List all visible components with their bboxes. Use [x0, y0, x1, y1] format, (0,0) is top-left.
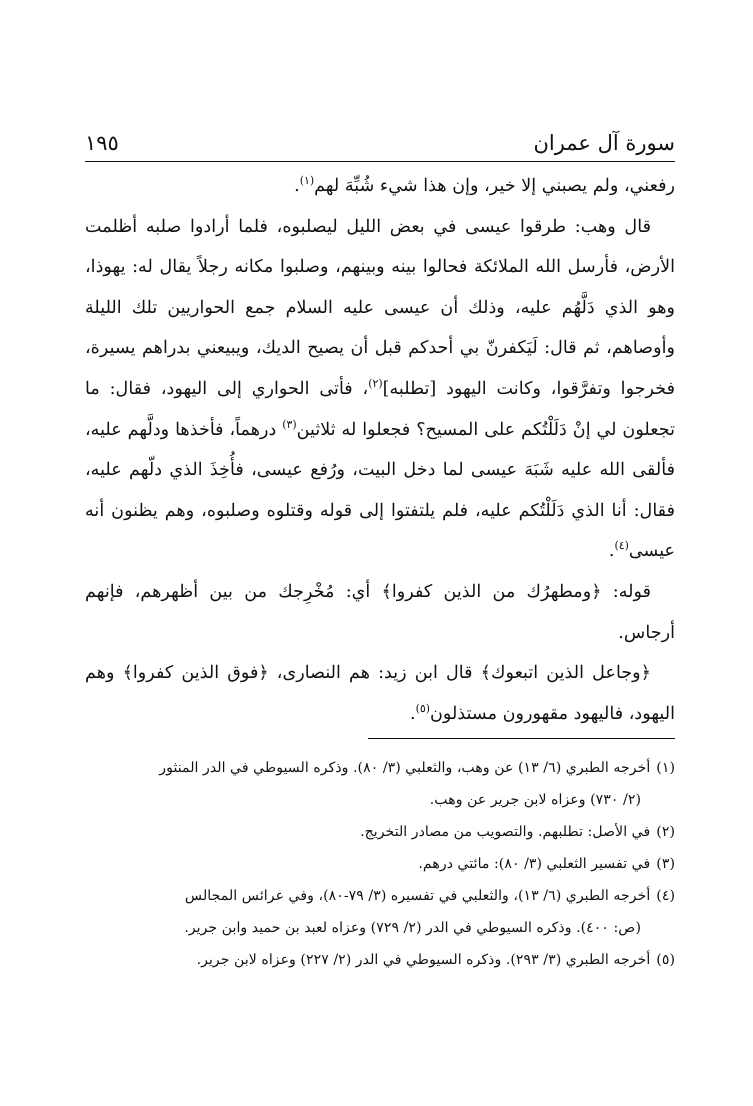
footnote-number: (١)	[656, 760, 675, 776]
footnote-4	[85, 880, 675, 944]
footnote-ref-1: (١)	[299, 174, 315, 188]
footnote-text: أخرجه الطبري (٦/ ١٣)، والثعلبي في تفسيره (٣/ ٧٩-٨٠)، وفي عرائس المجالس	[184, 888, 651, 904]
footnote-text-continued: (ص: ٤٠٠). وذكره السيوطي في الدر (٢/ ٧٢٩) وعزاه لعبد بن حميد وابن جرير.	[184, 920, 641, 936]
footnote-ref-3: (٣)	[282, 417, 297, 431]
footnotes-divider	[368, 738, 675, 739]
footnote-text: أخرجه الطبري (٣/ ٢٩٣). وذكره السيوطي في الدر (٢/ ٢٢٧) وعزاه لابن جرير.	[196, 952, 651, 968]
main-text	[85, 166, 675, 734]
paragraph-2-text-a: قال وهب: طرقوا عيسى في بعض الليل ليصلبوه، فلما أرادوا صلبه أظلمت الأرض، فأرسل الله الملائكة فحالوا بينه وبينهم، وصلبوا مكانه رجلاً يقال له: يهوذا، وهو الذي دَلَّهُم عليه، وذلك أن عيسى عليه السلام جمع الحواريين تلك الليلة وأوصاهم، ثم قال: لَيَكفرنّ بي أحدكم قبل أن يصيح الديك، ويبيعني بدراهم يسيرة، فخرجوا وتفرَّقوا، وكانت اليهود [تطلبه]	[85, 216, 676, 399]
footnotes	[85, 752, 675, 976]
header-divider	[85, 161, 675, 162]
footnote-number: (٢)	[656, 824, 675, 840]
paragraph-2-text-c: درهماً، فأخذها ودلَّهم عليه، فألقى الله عليه شَبَهَ عيسى لما دخل البيت، ورُفع عيسى، فأُخِذَ الذي دلّهم عليه، فقال: أنا الذي دَلَلْتُكم عليه، فلم يلتفتوا إلى قوله وقتلوه وصلبوه، وهم يظنون أنه عيسى	[85, 419, 675, 562]
page-number: ١٩٥	[85, 131, 119, 155]
paragraph-2-end: .	[608, 541, 615, 562]
footnote-text: في تفسير الثعلبي (٣/ ٨٠): مائتي درهم.	[418, 856, 651, 872]
footnote-number: (٣)	[656, 856, 675, 872]
paragraph-1-text: رفعني، ولم يصبني إلا خير، وإن هذا شيء شُبِّهَ لهم	[314, 176, 675, 196]
paragraph-4-end: .	[410, 703, 416, 724]
footnote-number: (٤)	[656, 888, 675, 904]
paragraph-4	[85, 653, 675, 734]
footnote-text-continued: (٢/ ٧٣٠) وعزاه لابن جرير عن وهب.	[429, 792, 641, 808]
footnote-text: أخرجه الطبري (٦/ ١٣) عن وهب، والثعلبي (٣/ ٨٠). وذكره السيوطي في الدر المنثور	[159, 760, 651, 776]
running-head	[85, 128, 675, 162]
paragraph-1-end: .	[294, 176, 300, 196]
footnote-ref-4: (٤)	[614, 539, 629, 553]
paragraph-2-text-b: ، فأتى الحواري إلى اليهود، فقال: ما تجعلون لي إنْ دَلَلْتُكم على المسيح؟ فجعلوا له ثلاثين	[85, 378, 675, 440]
footnote-text: في الأصل: تطلبهم. والتصويب من مصادر التخريج.	[360, 824, 651, 840]
footnote-5	[85, 944, 675, 976]
paragraph-4-text: ﴿وجاعل الذين اتبعوك﴾ قال ابن زيد: هم النصارى، ﴿فوق الذين كفروا﴾ وهم اليهود، فاليهود مقهورون مستذلون	[85, 663, 675, 724]
footnote-number: (٥)	[656, 952, 675, 968]
footnote-3	[85, 848, 675, 880]
surah-title: سورة آل عمران	[533, 131, 675, 155]
footnote-ref-2: (٢)	[368, 377, 383, 391]
paragraph-3: قوله: ﴿ومطهرُك من الذين كفروا﴾ أي: مُخْرِجك من بين أظهرهم، فإنهم أرجاس.	[85, 581, 675, 643]
footnote-1	[85, 752, 675, 816]
footnote-ref-5: (٥)	[415, 701, 430, 715]
paragraph-1	[85, 166, 675, 207]
footnote-2	[85, 816, 675, 848]
paragraph-2	[85, 207, 675, 572]
